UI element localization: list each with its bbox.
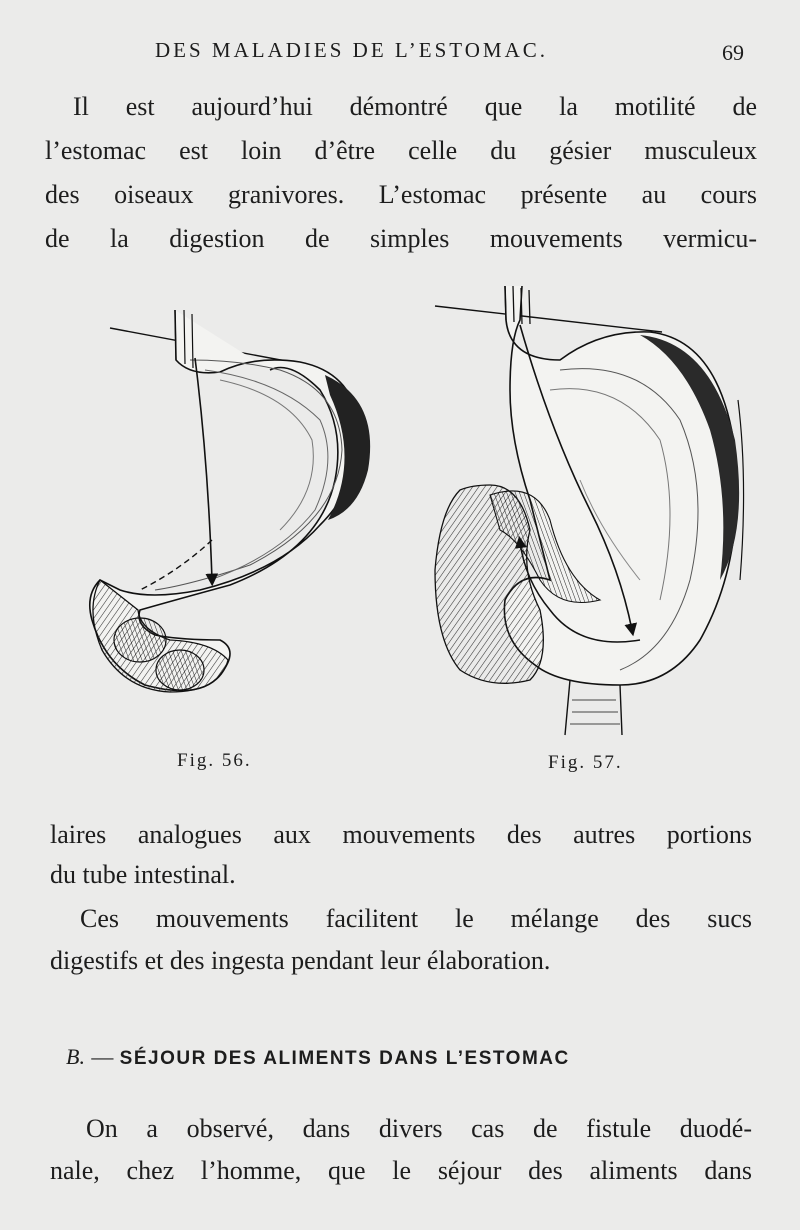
section-letter: B. xyxy=(66,1044,85,1069)
figure-57-stomach xyxy=(435,286,744,735)
paragraph-line: Ces mouvements facilitent le mélange des sucs xyxy=(80,904,752,933)
paragraph-line: du tube intestinal. xyxy=(50,860,236,889)
figure-57-caption: Fig. 57. xyxy=(548,752,623,773)
paragraph-line: laires analogues aux mouvements des autres portions xyxy=(50,820,752,849)
page-number: 69 xyxy=(722,40,744,65)
paragraph-line: nale, chez l’homme, que le séjour des aliments dans xyxy=(50,1156,752,1185)
stomach-illustrations xyxy=(80,280,760,740)
paragraph-line: l’estomac est loin d’être celle du gésier musculeux xyxy=(45,136,757,165)
section-dash: — xyxy=(91,1044,114,1069)
figure-56-stomach xyxy=(90,310,370,692)
running-head: DES MALADIES DE L’ESTOMAC. xyxy=(155,38,549,62)
figure-56-caption: Fig. 56. xyxy=(177,750,252,771)
section-title: SÉJOUR DES ALIMENTS DANS L’ESTOMAC xyxy=(119,1048,570,1069)
paragraph-line: On a observé, dans divers cas de fistule duodé- xyxy=(86,1114,752,1143)
section-heading xyxy=(66,1044,570,1070)
paragraph-line: digestifs et des ingesta pendant leur élaboration. xyxy=(50,946,551,975)
paragraph-line: de la digestion de simples mouvements vermicu- xyxy=(45,224,757,253)
paragraph-line: Il est aujourd’hui démontré que la motilité de xyxy=(73,92,757,121)
paragraph-line: des oiseaux granivores. L’estomac présente au cours xyxy=(45,180,757,209)
